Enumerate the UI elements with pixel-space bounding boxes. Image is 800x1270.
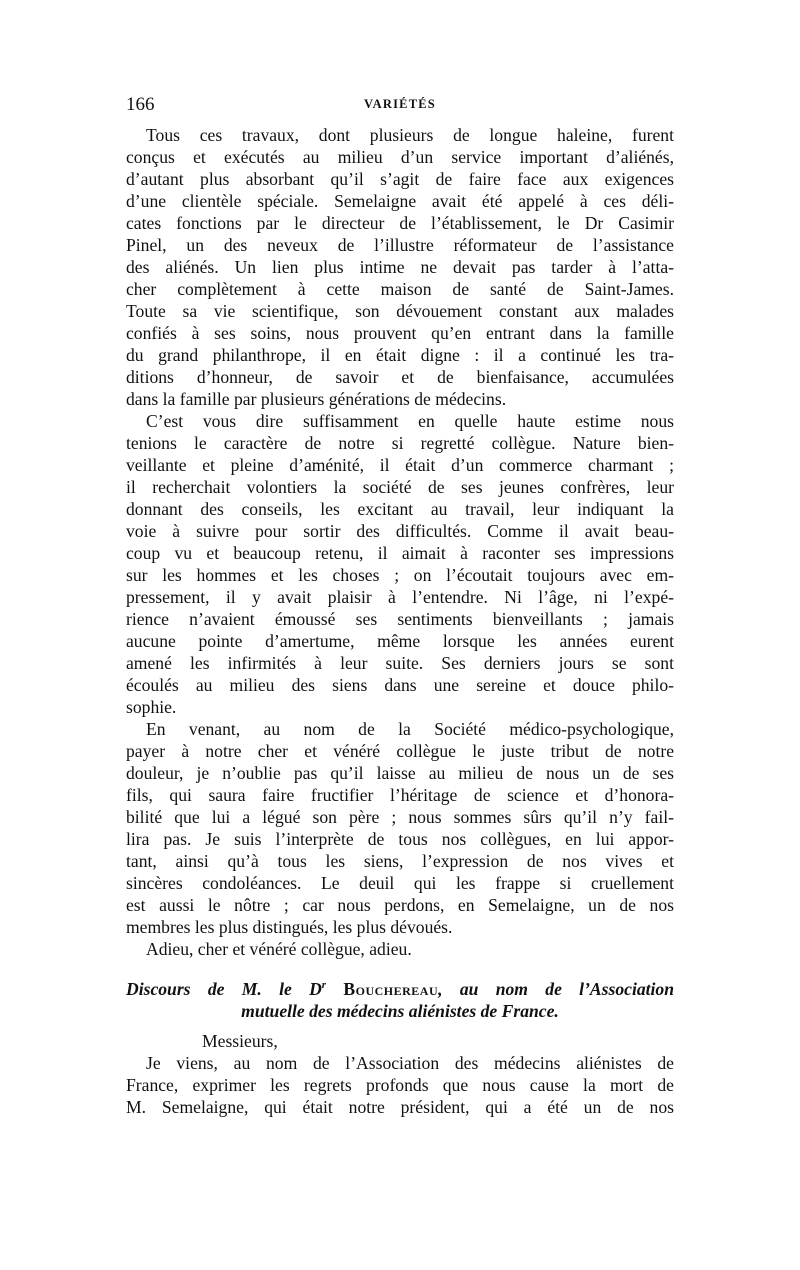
text-line: sophie. bbox=[126, 697, 177, 717]
text-line: conçus et exécutés au milieu d’un service important d’aliénés, bbox=[126, 147, 674, 167]
salutation bbox=[126, 1030, 674, 1052]
text-line: Toute sa vie scientifique, son dévouement constant aux malades bbox=[126, 301, 674, 321]
text-line: cher complètement à cette maison de santé de Saint-James. bbox=[126, 279, 674, 299]
paragraph-3 bbox=[126, 718, 674, 938]
heading-line-1 bbox=[126, 978, 674, 1000]
text-line: Tous ces travaux, dont plusieurs de longue haleine, furent bbox=[146, 125, 674, 145]
page-header bbox=[126, 94, 674, 118]
text-line: douleur, je n’oublie pas qu’il laisse au milieu de nous un de ses bbox=[126, 763, 674, 783]
text-line: veillante et pleine d’aménité, il était d’un commerce charmant ; bbox=[126, 455, 674, 475]
text-line: rience n’avaient émoussé ses sentiments bienveillants ; jamais bbox=[126, 609, 674, 629]
text-line: voie à suivre pour sortir des difficultés. Comme il avait beau- bbox=[126, 521, 674, 541]
text-line: membres les plus distingués, les plus dévoués. bbox=[126, 917, 453, 937]
heading-prefix: Discours de M. le D bbox=[126, 979, 322, 999]
paragraph-5 bbox=[126, 1052, 674, 1118]
text-line: tant, ainsi qu’à tous les siens, l’expression de nos vives et bbox=[126, 851, 674, 871]
text-line: sur les hommes et les choses ; on l’écoutait toujours avec em- bbox=[126, 565, 674, 585]
text-line: Pinel, un des neveux de l’illustre réformateur de l’assistance bbox=[126, 235, 674, 255]
text-line: il recherchait volontiers la société de ses jeunes confrères, leur bbox=[126, 477, 674, 497]
page-number: 166 bbox=[126, 94, 155, 115]
text-line: écoulés au milieu des siens dans une sereine et douce philo- bbox=[126, 675, 674, 695]
text-line: payer à notre cher et vénéré collègue le juste tribut de notre bbox=[126, 741, 674, 761]
speech-heading bbox=[126, 978, 674, 1022]
text-line: du grand philanthrope, il en était digne : il a continué les tra- bbox=[126, 345, 674, 365]
text-line: En venant, au nom de la Société médico-psychologique, bbox=[146, 719, 674, 739]
text-line: bilité que lui a légué son père ; nous sommes sûrs qu’il n’y fail- bbox=[126, 807, 674, 827]
text-line: coup vu et beaucoup retenu, il aimait à raconter ses impressions bbox=[126, 543, 674, 563]
page-body bbox=[126, 124, 674, 1118]
section-gap bbox=[126, 960, 674, 978]
text-line: d’autant plus absorbant qu’il s’agit de faire face aux exigences bbox=[126, 169, 674, 189]
text-line: dans la famille par plusieurs générations de médecins. bbox=[126, 389, 507, 409]
salutation-line: Messieurs, bbox=[202, 1031, 278, 1051]
paragraph-1 bbox=[126, 124, 674, 410]
text-line: aucune pointe d’amertume, même lorsque les années eurent bbox=[126, 631, 674, 651]
text-line: confiés à ses soins, nous prouvent qu’en entrant dans la famille bbox=[126, 323, 674, 343]
heading-suffix: , au nom de l’Association bbox=[438, 979, 674, 999]
text-line: amené les infirmités à leur suite. Ses derniers jours se sont bbox=[126, 653, 674, 673]
text-line: pressement, il y avait plaisir à l’entendre. Ni l’âge, ni l’expé- bbox=[126, 587, 674, 607]
text-line: France, exprimer les regrets profonds que nous cause la mort de bbox=[126, 1075, 674, 1095]
heading-superscript: r bbox=[321, 979, 327, 992]
text-line: Adieu, cher et vénéré collègue, adieu. bbox=[146, 939, 412, 959]
text-line: donnant des conseils, les excitant au travail, leur indiquant la bbox=[126, 499, 674, 519]
text-line: M. Semelaigne, qui était notre président, qui a été un de nos bbox=[126, 1097, 674, 1117]
text-line: tenions le caractère de notre si regretté collègue. Nature bien- bbox=[126, 433, 674, 453]
running-title: VARIÉTÉS bbox=[364, 97, 436, 111]
heading-line-2: mutuelle des médecins aliénistes de France. bbox=[241, 1001, 559, 1021]
paragraph-2 bbox=[126, 410, 674, 718]
text-line: ditions d’honneur, de savoir et de bienfaisance, accumulées bbox=[126, 367, 674, 387]
text-line: C’est vous dire suffisamment en quelle haute estime nous bbox=[146, 411, 674, 431]
text-line: Je viens, au nom de l’Association des médecins aliénistes de bbox=[146, 1053, 674, 1073]
speaker-name: Bouchereau bbox=[343, 979, 439, 999]
text-line: des aliénés. Un lien plus intime ne devait pas tarder à l’atta- bbox=[126, 257, 674, 277]
text-line: sincères condoléances. Le deuil qui les frappe si cruellement bbox=[126, 873, 674, 893]
text-line: fils, qui saura faire fructifier l’héritage de science et d’honora- bbox=[126, 785, 674, 805]
section-gap bbox=[126, 1022, 674, 1030]
text-line: cates fonctions par le directeur de l’établissement, le Dr Casimir bbox=[126, 213, 674, 233]
paragraph-4 bbox=[126, 938, 674, 960]
text-line: est aussi le nôtre ; car nous perdons, en Semelaigne, un de nos bbox=[126, 895, 674, 915]
text-line: lira pas. Je suis l’interprète de tous nos collègues, en lui appor- bbox=[126, 829, 674, 849]
text-line: d’une clientèle spéciale. Semelaigne avait été appelé à ces déli- bbox=[126, 191, 674, 211]
